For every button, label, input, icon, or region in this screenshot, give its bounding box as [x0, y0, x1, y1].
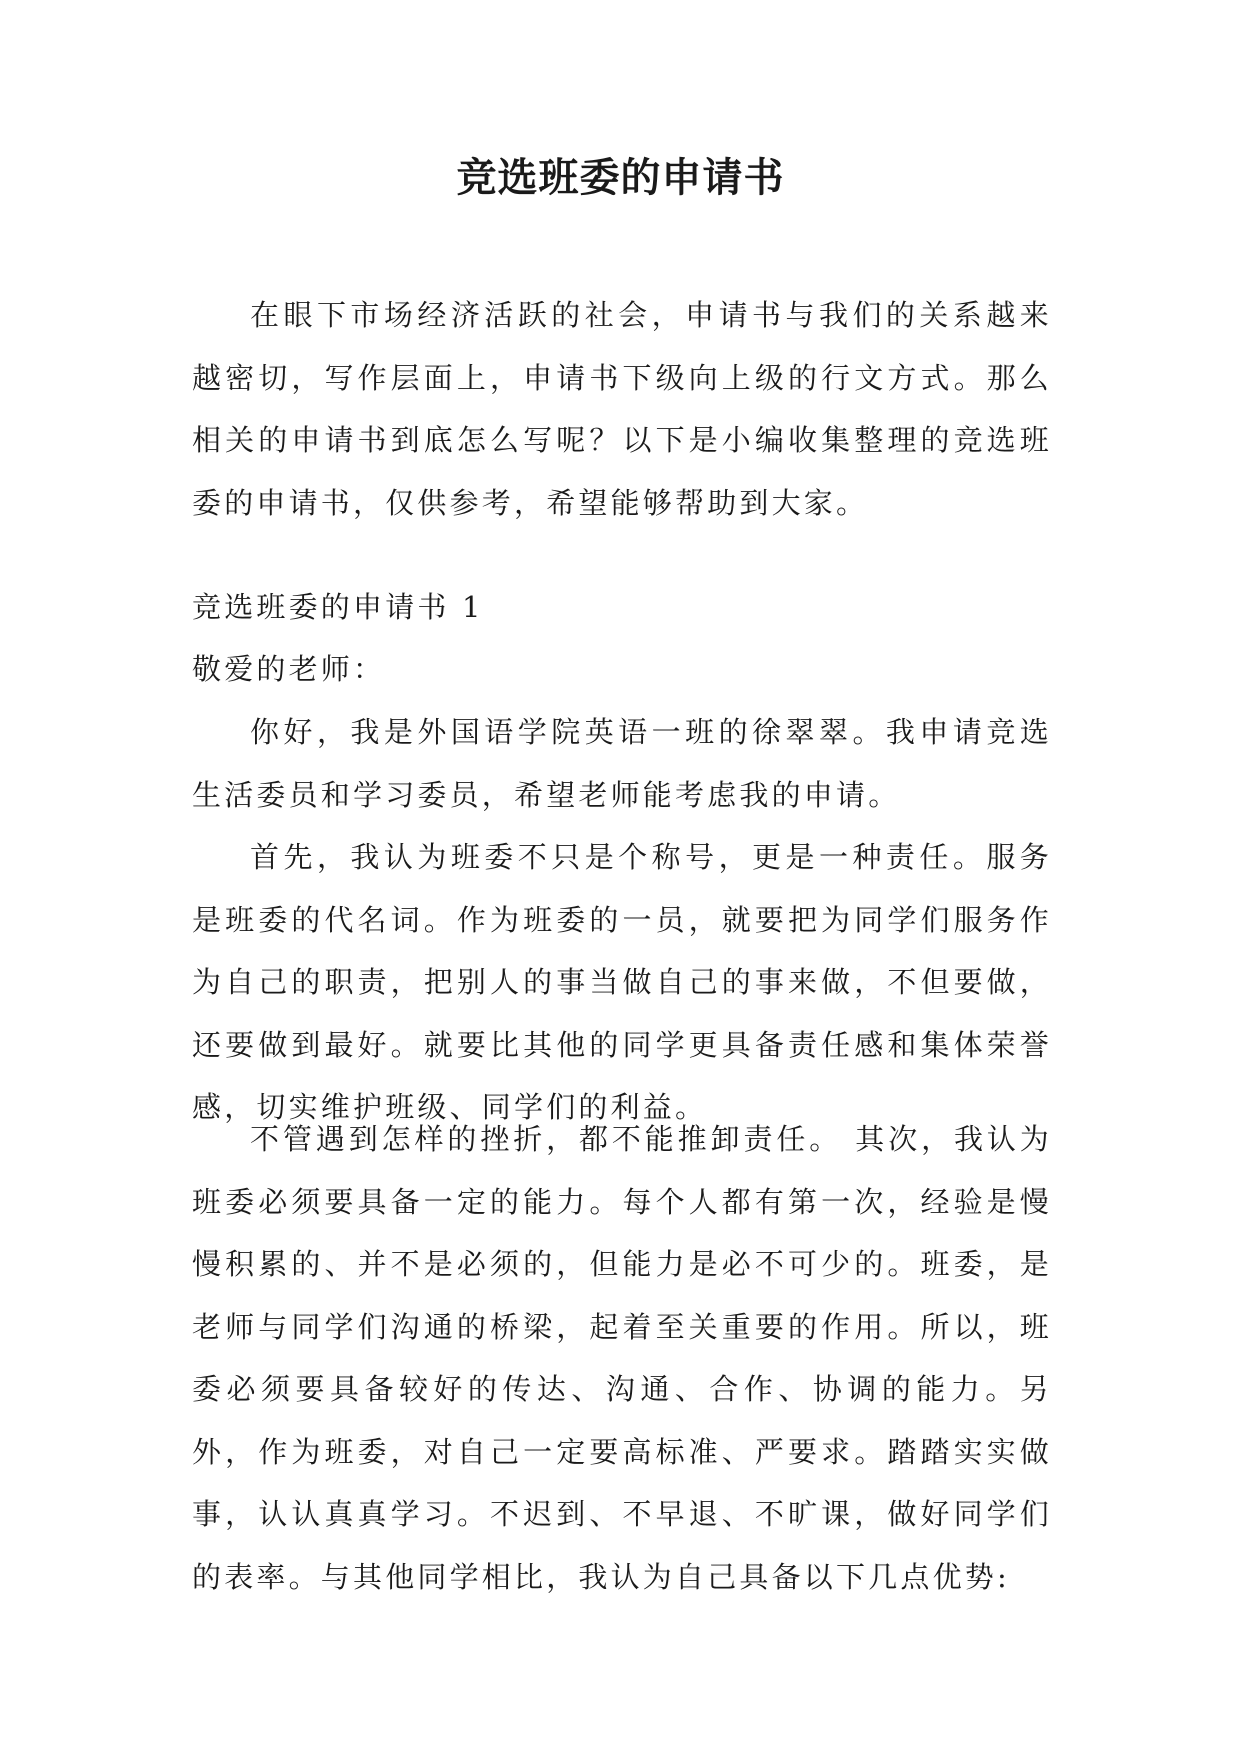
intro-paragraph: 在眼下市场经济活跃的社会，申请书与我们的关系越来越密切，写作层面上，申请书下级向上级的行文方式。那么相关的申请书到底怎么写呢？以下是小编收集整理的竞选班委的申请书，仅供参考，希望能够帮助到大家。	[192, 298, 1052, 520]
section-heading: 竞选班委的申请书 1	[192, 590, 484, 624]
body-paragraph-1: 你好，我是外国语学院英语一班的徐翠翠。我申请竞选生活委员和学习委员，希望老师能考虑我的申请。	[192, 715, 1052, 812]
salutation: 敬爱的老师：	[192, 652, 386, 686]
document-title: 竞选班委的申请书	[456, 154, 785, 201]
body-paragraph-3: 不管遇到怎样的挫折，都不能推卸责任。 其次，我认为班委必须要具备一定的能力。每个人都有第一次，经验是慢慢积累的、并不是必须的，但能力是必不可少的。班委，是老师与同学们沟通的桥梁，起着至关重要的作用。所以，班委必须要具备较好的传达、沟通、合作、协调的能力。另外，作为班委，对自己一定要高标准、严要求。踏踏实实做事，认认真真学习。不迟到、不早退、不旷课，做好同学们的表率。与其他同学相比，我认为自己具备以下几点优势:	[192, 1122, 1052, 1594]
body-paragraph-2: 首先，我认为班委不只是个称号，更是一种责任。服务是班委的代名词。作为班委的一员，就要把为同学们服务作为自己的职责，把别人的事当做自己的事来做，不但要做，还要做到最好。就要比其他的同学更具备责任感和集体荣誉感，切实维护班级、同学们的利益。	[192, 840, 1052, 1124]
